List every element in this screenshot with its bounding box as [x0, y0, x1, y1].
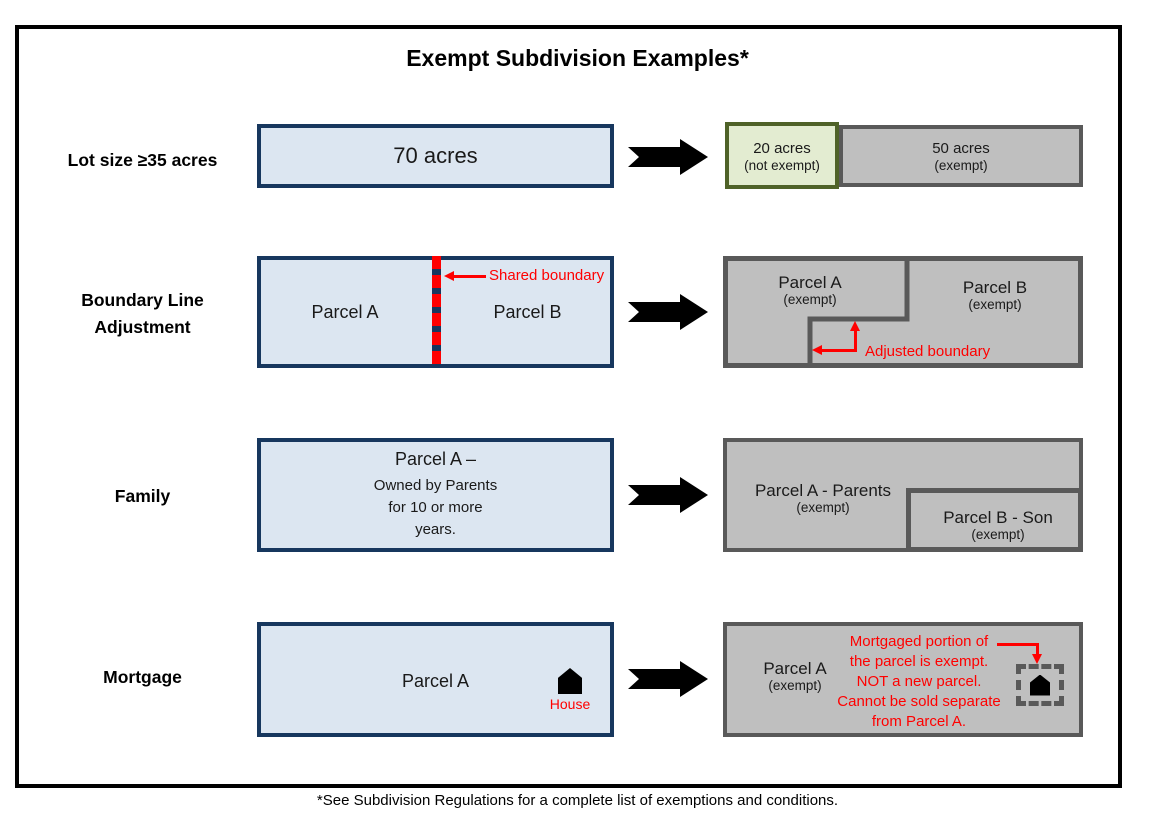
parcel-20-acres-not-exempt	[725, 122, 839, 189]
mortgage-note	[823, 632, 1015, 732]
shared-boundary-dashed-line	[432, 256, 441, 368]
after-parcel-b-son-status: (exempt)	[971, 527, 1025, 542]
after-parcel-a-status: (exempt)	[783, 292, 837, 307]
page-title: Exempt Subdivision Examples*	[406, 45, 749, 71]
after-boundary-parcels	[723, 256, 1083, 368]
adjusted-boundary-arrow-left-icon	[812, 345, 822, 355]
family-parcel-title: Parcel A –	[394, 448, 477, 469]
arrow-right-icon	[628, 294, 708, 335]
parcel-50-acres-label: 50 acres	[932, 140, 990, 157]
before-family-parcel	[257, 438, 614, 552]
after-mortgage-parcel-a-status: (exempt)	[768, 678, 822, 693]
mortgage-note-line5: from Parcel A.	[871, 713, 967, 730]
mortgage-pointer-line-horizontal	[997, 643, 1039, 646]
after-parcel-b-status: (exempt)	[968, 297, 1022, 312]
mortgage-note-line2: the parcel is exempt.	[849, 653, 989, 670]
before-mortgage-parcel	[257, 622, 614, 737]
parcel-50-acres-exempt	[839, 125, 1083, 187]
shared-boundary-note: Shared boundary	[489, 267, 605, 284]
arrow-right-icon	[628, 477, 708, 518]
mortgaged-portion-dashed-outline	[1016, 664, 1064, 706]
after-mortgage-parcel-a-label: Parcel A	[763, 659, 827, 678]
arrow-right-icon	[628, 661, 708, 702]
row-label-family: Family	[114, 486, 171, 506]
shared-boundary-arrow-line	[453, 275, 486, 278]
after-parcel-a-label: Parcel A	[778, 273, 842, 292]
family-parcel-desc-line4: years.	[415, 520, 456, 538]
after-parcel-b-son	[918, 508, 1078, 542]
row-label-mortgage: Mortgage	[103, 667, 182, 687]
after-mortgage-parcel	[723, 622, 1083, 737]
parcel-50-acres-status: (exempt)	[934, 158, 988, 173]
row-label-boundary-line1: Boundary Line	[81, 290, 204, 310]
after-parcel-a-parents-label: Parcel A - Parents	[754, 481, 892, 500]
after-family-parcels	[723, 438, 1083, 552]
parcel-70-acres	[257, 124, 614, 188]
before-parcel-b-label: Parcel B	[493, 302, 562, 322]
adjusted-boundary-line-horizontal	[821, 349, 857, 352]
after-parcel-b-label: Parcel B	[962, 278, 1028, 297]
footnote: *See Subdivision Regulations for a complete list of exemptions and conditions.	[316, 792, 839, 809]
mortgage-parcel-label: Parcel A	[401, 671, 470, 691]
mortgage-note-line3: NOT a new parcel.	[856, 673, 982, 690]
parcel-20-acres-status: (not exempt)	[744, 157, 820, 173]
after-parcel-b-son-label: Parcel B - Son	[943, 508, 1053, 527]
mortgage-note-line1: Mortgaged portion of	[849, 633, 989, 650]
parcel-70-acres-label: 70 acres	[393, 143, 478, 168]
row-label-boundary-line2: Adjustment	[94, 317, 191, 337]
before-parcel-a-label: Parcel A	[311, 302, 379, 322]
after-parcel-a-parents	[733, 481, 913, 515]
after-parcel-b	[915, 278, 1075, 312]
family-parcel-desc-line3: for 10 or more	[388, 498, 483, 516]
family-parcel-desc-line2: Owned by Parents	[373, 476, 498, 494]
row-label-boundary-adjustment	[40, 287, 245, 341]
parcel-20-acres-label: 20 acres	[753, 139, 811, 157]
house-label: House	[549, 696, 591, 712]
after-parcel-a	[730, 273, 890, 307]
row-label-lot-size: Lot size ≥35 acres	[67, 150, 218, 170]
after-parcel-a-parents-status: (exempt)	[796, 500, 850, 515]
mortgage-pointer-arrow-icon	[1032, 654, 1042, 664]
house-icon	[1030, 675, 1050, 696]
arrow-right-icon	[628, 139, 708, 180]
mortgage-note-line4: Cannot be sold separate	[837, 693, 1001, 710]
adjusted-boundary-note: Adjusted boundary	[865, 343, 991, 360]
